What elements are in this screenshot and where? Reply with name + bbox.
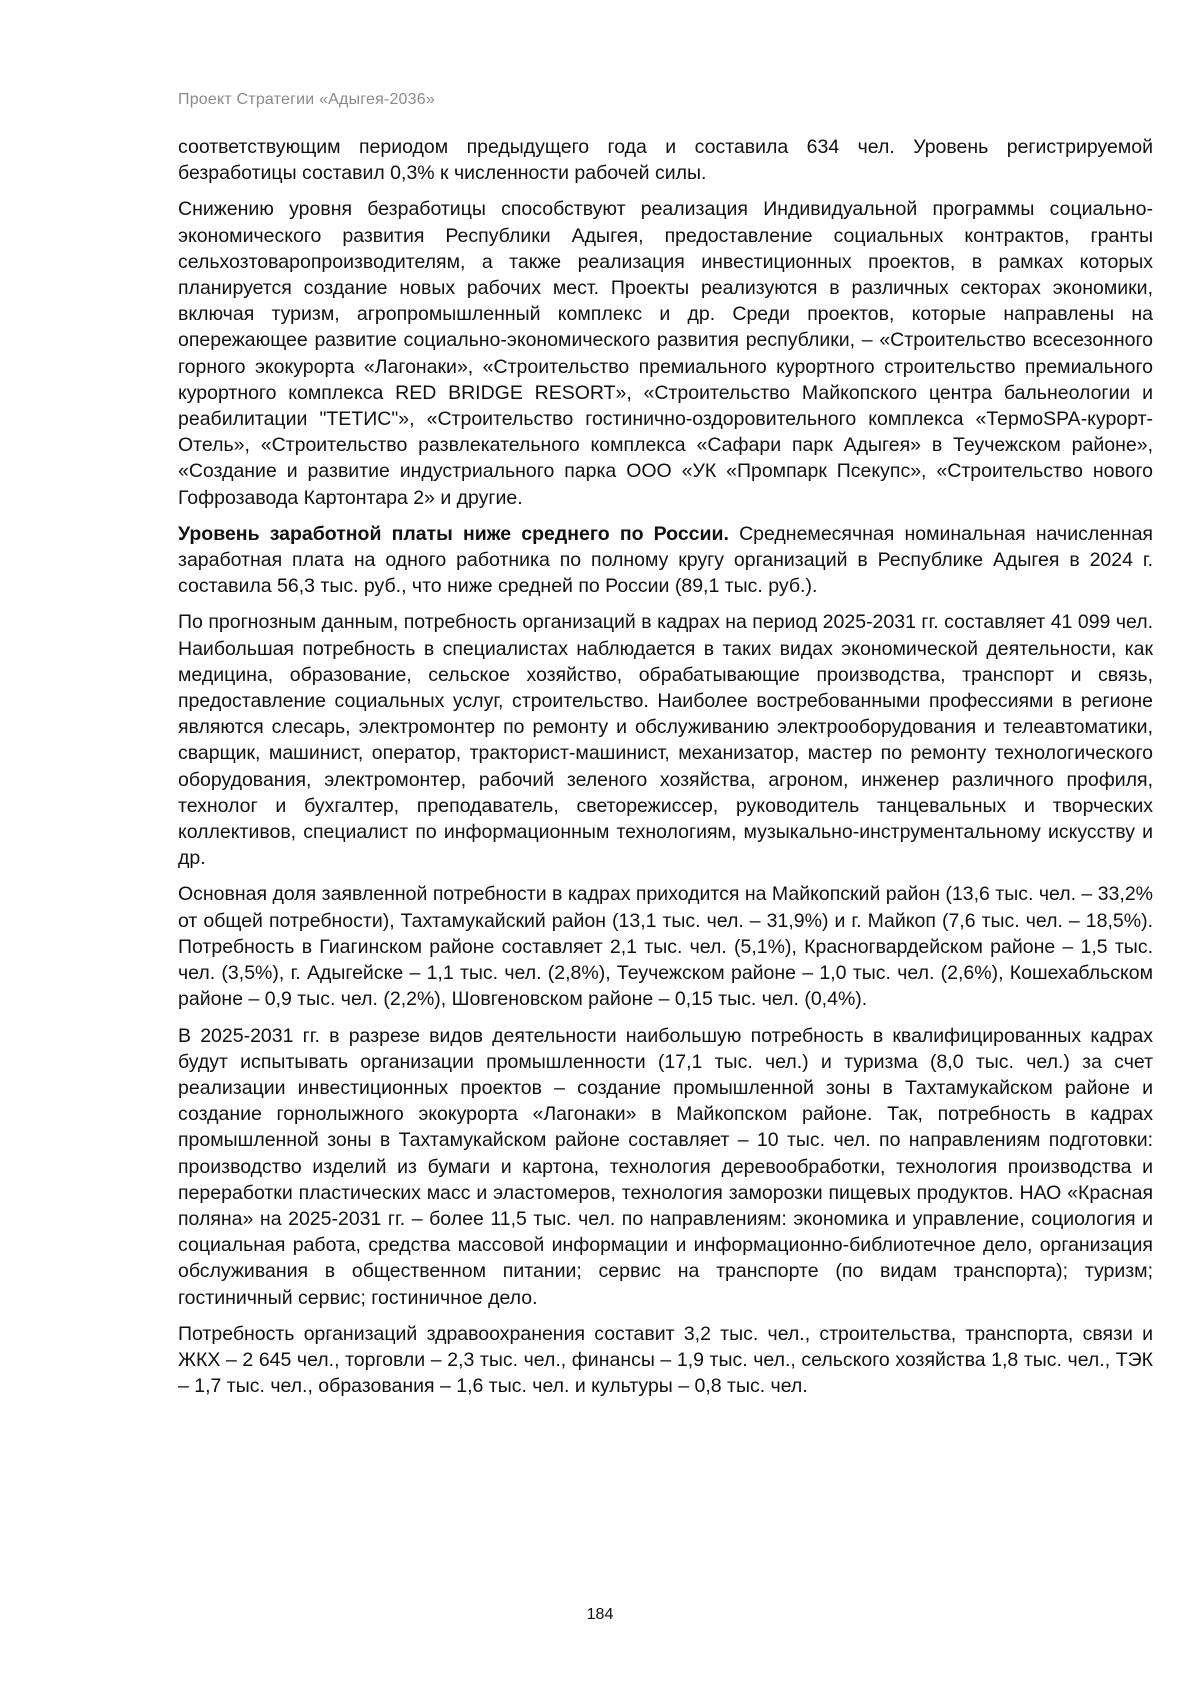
paragraph-unemployment-measures bbox=[178, 196, 1153, 510]
paragraph-unemployment-level bbox=[178, 134, 1153, 186]
paragraph-demand-by-sector bbox=[178, 1321, 1153, 1400]
page-number: 184 bbox=[586, 1606, 614, 1623]
paragraph-text: соответствующим периодом предыдущего года и составила 634 чел. Уровень регистрируемой безработицы составил 0,3% к численности рабочей силы. bbox=[178, 136, 1153, 185]
paragraph-text: Основная доля заявленной потребности в кадрах приходится на Майкопский район (13,6 тыс. чел. – 33,2% от общей потребности), Тахтамукайский район (13,1 тыс. чел. – 31,9%) и г. Майкоп (7,6 тыс. чел. – 18,5%). Потребность в Гиагинском районе составляет 2,1 тыс. чел. (5,1%), Красногвардейском районе – 1,5 тыс. чел. (3,5%), г. Адыгейске – 1,1 тыс. чел. (2,8%), Теучежском районе – 1,0 тыс. чел. (2,6%), Кошехабльском районе – 0,9 тыс. чел. (2,2%), Шовгеновском районе – 0,15 тыс. чел. (0,4%). bbox=[178, 883, 1153, 1011]
paragraph-staffing-forecast bbox=[178, 609, 1153, 871]
running-header: Проект Стратегии «Адыгея-2036» bbox=[178, 91, 435, 108]
body-text bbox=[178, 134, 1153, 1409]
paragraph-demand-by-district bbox=[178, 881, 1153, 1012]
paragraph-text: В 2025-2031 гг. в разрезе видов деятельности наибольшую потребность в квалифицированных кадрах будут испытывать организации промышленности (17,1 тыс. чел.) и туризма (8,0 тыс. чел.) за счет реализации инвестиционных проектов – создание промышленной зоны в Тахтамукайском районе и создание горнолыжного экокурорта «Лагонаки» в Майкопском районе. Так, потребность в кадрах промышленной зоны в Тахтамукайском районе составляет – 10 тыс. чел. по направлениям подготовки: производство изделий из бумаги и картона, технология деревообработки, технология производства и переработки пластических масс и эластомеров, технология заморозки пищевых продуктов. НАО «Красная поляна» на 2025-2031 гг. – более 11,5 тыс. чел. по направлениям: экономика и управление, социология и социальная работа, средства массовой информации и информационно-библиотечное дело, организация обслуживания в общественном питании; сервис на транспорте (по видам транспорта); туризм; гостиничный сервис; гостиничное дело. bbox=[178, 1024, 1153, 1309]
paragraph-wages bbox=[178, 521, 1153, 600]
paragraph-text: По прогнозным данным, потребность организаций в кадрах на период 2025-2031 гг. составляет 41 099 чел. Наибольшая потребность в специалистах наблюдается в таких видах экономической деятельности, как медицина, образование, сельское хозяйство, обрабатывающие производства, транспорт и связь, предоставление социальных услуг, строительство. Наиболее востребованными профессиями в регионе являются слесарь, электромонтер по ремонту и обслуживанию электрооборудования и телеавтоматики, сварщик, машинист, оператор, тракторист-машинист, механизатор, мастер по ремонту технологического оборудования, электромонтер, рабочий зеленого хозяйства, агроном, инженер различного профиля, технолог и бухгалтер, преподаватель, светорежиссер, руководитель танцевальных и творческих коллективов, специалист по информационным технологиям, музыкально-инструментальному искусству и др. bbox=[178, 611, 1153, 870]
paragraph-text: Среднемесячная номинальная начисленная заработная плата на одного работника по полному кругу организаций в Республике Адыгея в 2024 г. составила 56,3 тыс. руб., что ниже средней по России (89,1 тыс. руб.). bbox=[178, 522, 1153, 598]
paragraph-text: Снижению уровня безработицы способствуют реализация Индивидуальной программы социально-экономического развития Республики Адыгея, предоставление социальных контрактов, гранты сельхозтоваропроизводителям, а также реализация инвестиционных проектов, в рамках которых планируется создание новых рабочих мест. Проекты реализуются в различных секторах экономики, включая туризм, агропромышленный комплекс и др. Среди проектов, которые направлены на опережающее развитие социально-экономического развития республики, – «Строительство всесезонного горного экокурорта «Лагонаки», «Строительство премиального курортного строительство премиального курортного комплекса RED BRIDGE RESORT», «Строительство Майкопского центра бальнеологии и реабилитации "ТЕТИС"», «Строительство гостинично-оздоровительного комплекса «ТермоSPA-курорт-Отель», «Строительство развлекательного комплекса «Сафари парк Адыгея» в Теучежском районе», «Создание и развитие индустриального парка ООО «УК «Промпарк Псекупс», «Строительство нового Гофрозавода Картонтара 2» и другие. bbox=[178, 198, 1153, 509]
paragraph-lead: Уровень заработной платы ниже среднего по России. bbox=[178, 522, 729, 545]
paragraph-demand-by-activity bbox=[178, 1023, 1153, 1311]
paragraph-text: Потребность организаций здравоохранения составит 3,2 тыс. чел., строительства, транспорта, связи и ЖКХ – 2 645 чел., торговли – 2,3 тыс. чел., финансы – 1,9 тыс. чел., сельского хозяйства 1,8 тыс. чел., ТЭК – 1,7 тыс. чел., образования – 1,6 тыс. чел. и культуры – 0,8 тыс. чел. bbox=[178, 1322, 1153, 1398]
